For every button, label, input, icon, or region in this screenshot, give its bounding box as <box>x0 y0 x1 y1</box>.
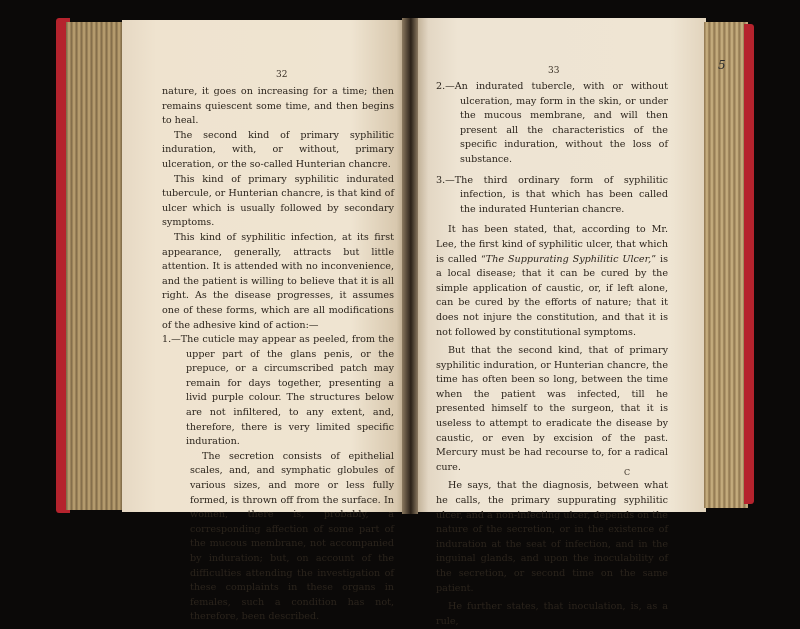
text-span: ” is a local disease; that it can be cured by the simple application of caustic, or, if left alone, can be cured by the efforts of nature; that it does not injure the constitution, and that it is not followed by constitutional symptoms. <box>436 253 669 338</box>
right-page-text <box>436 80 668 629</box>
text-span: It has been stated, that, according to Mr. Lee, the first kind of syphilitic ulcer, that which is called “ <box>436 224 668 265</box>
list-item-2: 2.—An indurated tubercle, with or without ulceration, may form in the skin, or under the mucous membrane, and will then present all the characteristics of the specific induration, without the loss of substance. <box>436 81 668 165</box>
paragraph: The secretion consists of epithelial scales, and, and symphatic globules of various sizes, and more or less fully formed, is thrown off from the surface. In women, there is, probably, a corresponding affection of some part of the mucous membrane, not accompanied by induration; but, on account of the difficulties attending the investigation of these complaints in these organs in females, such a condition has not, therefore, been described. <box>190 450 394 623</box>
page-number-right: 33 <box>548 66 560 76</box>
list-item-1: 1.—The cuticle may appear as peeled, from the upper part of the glans penis, or the prepuce, or a circumscribed patch may remain for days together, presenting a livid purple colour. The structures below are not infiltered, to any extent, and, therefore, there is very limited specific induration. <box>162 334 394 448</box>
page-edges-left <box>66 22 128 510</box>
paragraph: He further states, that inoculation, is, as a rule, <box>436 601 668 627</box>
signature-mark: C <box>624 468 631 477</box>
paragraph: But that the second kind, that of primary syphilitic induration, or Hunterian chancre, the time has often been so long, between the time when the patient was infected, till he presented himself to the surgeon, that it is useless to attempt to eradicate the disease by caustic, or even by excision of the past. Mercury must be had recourse to, for a radical cure. <box>436 345 668 473</box>
left-page-text <box>162 85 394 625</box>
paragraph: This kind of primary syphilitic indurated tubercule, or Hunterian chancre, is that kind of ulcer which is usually followed by secondary symptoms. <box>162 173 394 229</box>
page-edges-right <box>704 22 748 508</box>
paragraph: He says, that the diagnosis, between what he calls, the primary suppurating syphilitic ulcer, and a non-infecting ulcer, depends on the nature of the secretion, or in the existence of induration at the seat of infection, and in the inguinal glands, and upon the inoculability of the secretion, or second time on the same patient. <box>436 480 668 594</box>
margin-pencil-mark: 5 <box>718 58 726 72</box>
list-item-3: 3.—The third ordinary form of syphilitic infection, is that which has been called the indurated Hunterian chancre. <box>436 174 668 215</box>
paragraph: The second kind of primary syphilitic induration, with, or without, primary ulceration, or the so-called Hunterian chancre. <box>162 129 394 170</box>
book-cover-right <box>744 24 754 504</box>
book-gutter <box>402 18 418 514</box>
paragraph: This kind of syphilitic infection, at its first appearance, generally, attracts but little attention. It is attended with no inconvenience, and the patient is willing to believe that it is all right. As the disease progresses, it assumes one of these forms, which are all modifications of the adhesive kind of action:— <box>162 231 394 331</box>
page-number-left: 32 <box>276 70 288 80</box>
paragraph: nature, it goes on increasing for a time; then remains quiescent some time, and then begins to heal. <box>162 86 394 127</box>
italic-title: The Suppurating Syphilitic Ulcer, <box>485 253 652 265</box>
paragraph <box>436 223 668 340</box>
